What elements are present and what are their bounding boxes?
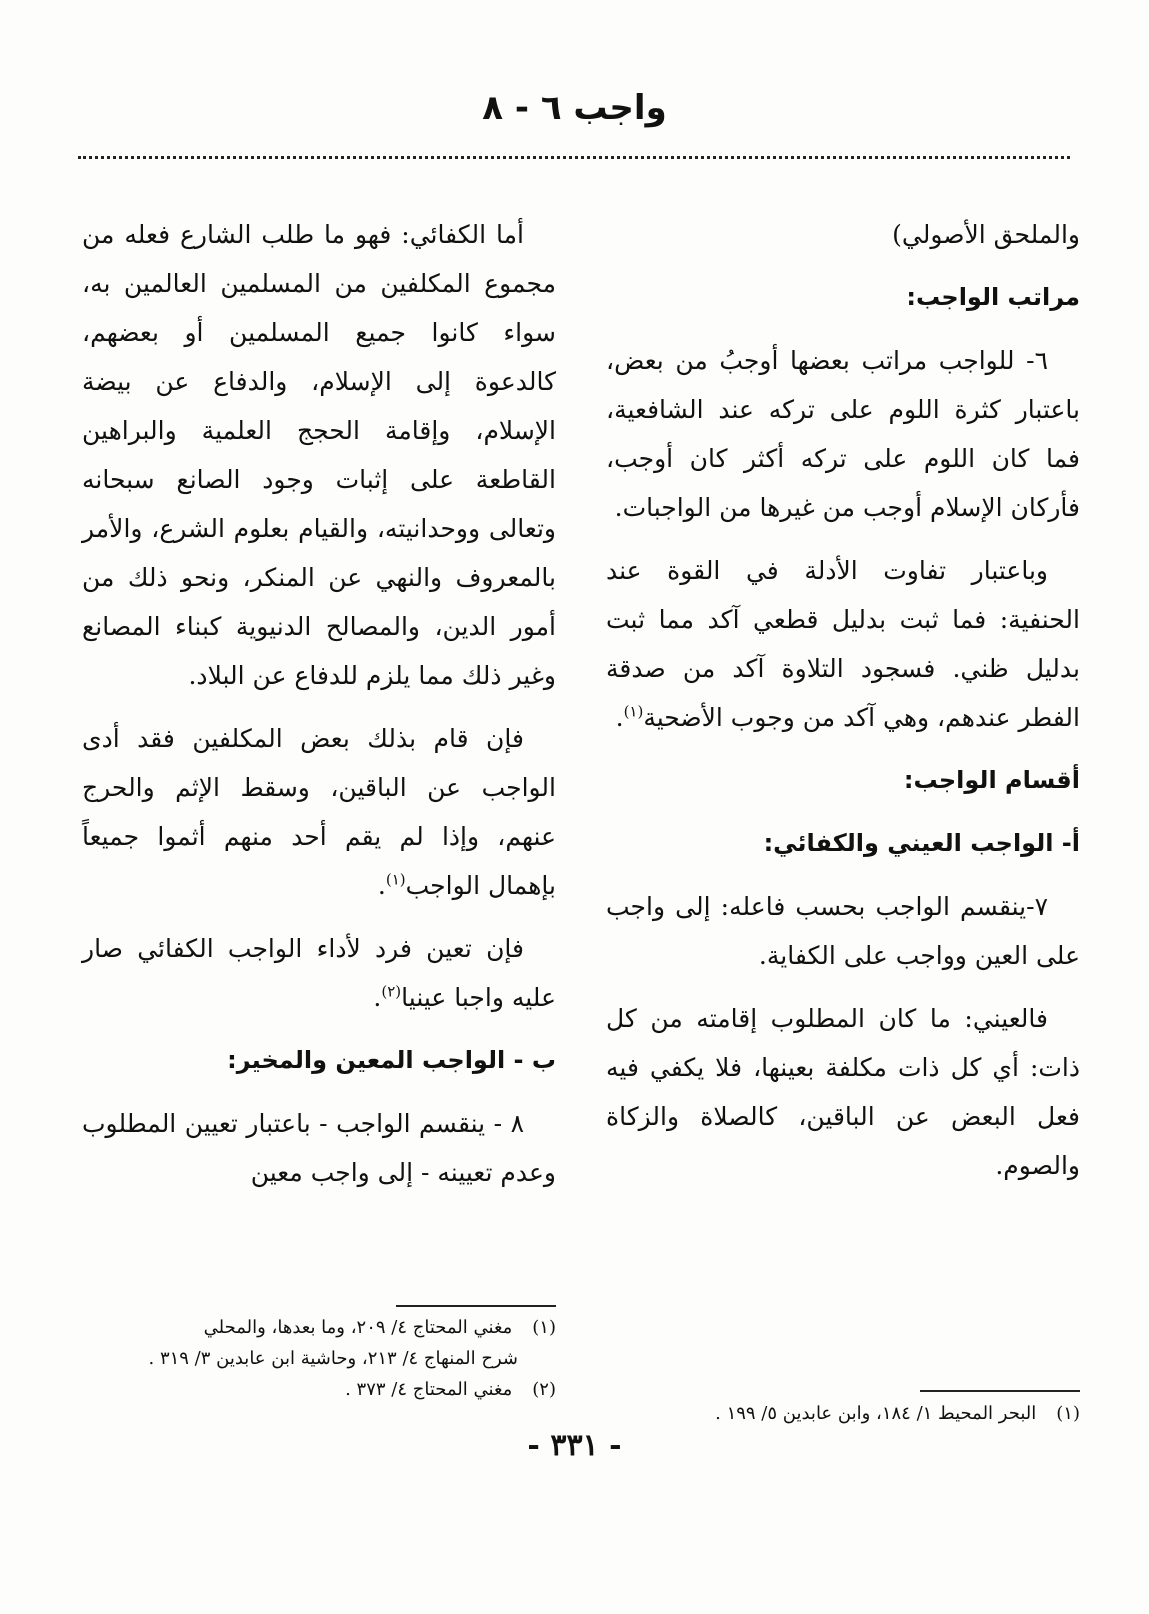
paragraph-designated-text: فإن تعين فرد لأداء الواجب الكفائي صار عليه واجبا عينيا	[82, 934, 556, 1012]
paragraph-8: ٨ - ينقسم الواجب - باعتبار تعيين المطلوب وعدم تعيينه - إلى واجب معين	[82, 1109, 556, 1187]
footnote-item	[606, 1398, 1080, 1429]
footnote-item	[82, 1374, 556, 1405]
left-column	[82, 210, 556, 1211]
paragraph-individual: فالعيني: ما كان المطلوب إقامته من كل ذات: أي كل ذات مكلفة بعينها، فلا يكفي فيه فعل البعض عن الباقين، كالصلاة والزكاة والصوم.	[606, 1004, 1080, 1180]
footnote-text: مغني المحتاج ٤/ ٣٧٣ .	[345, 1379, 513, 1400]
paragraph-end-mark: .	[377, 871, 386, 900]
footnote-ref: (١)	[385, 870, 406, 889]
footnote-text: مغني المحتاج ٤/ ٢٠٩، وما بعدها، والمحلي	[203, 1317, 513, 1338]
paragraph-collective: أما الكفائي: فهو ما طلب الشارع فعله من مجموع المكلفين من المسلمين العالمين به، سواء كانوا جميع المسلمين أو بعضهم، كالدعوة إلى الإسلام، والدفاع عن بيضة الإسلام، وإقامة الحجج العلمية والبراهين القاطعة على إثبات وجود الصانع سبحانه وتعالى ووحدانيته، والقيام بعلوم الشرع، والأمر بالمعروف والنهي عن المنكر، ونحو ذلك من أمور الدين، والمصالح الدنيوية كبناء المصانع وغير ذلك مما يلزم للدفاع عن البلاد.	[82, 220, 556, 690]
footnotes-left	[82, 1312, 556, 1405]
footnote-item	[82, 1312, 556, 1343]
footnote-text: البحر المحيط ١/ ١٨٤، وابن عابدين ٥/ ١٩٩ .	[715, 1403, 1037, 1424]
heading-types-of-obligation: أقسام الواجب:	[903, 766, 1080, 794]
paragraph-hanafi-text: وباعتبار تفاوت الأدلة في القوة عند الحنفية: فما ثبت بدليل قطعي آكد مما ثبت بدليل ظني. فسجود التلاوة آكد من صدقة الفطر عندهم، وهي آكد من وجوب الأضحية	[606, 556, 1080, 732]
paragraph-fulfilled-text: فإن قام بذلك بعض المكلفين فقد أدى الواجب عن الباقين، وسقط الإثم والحرج عنهم، وإذا لم يقم أحد منهم أثموا جميعاً بإهمال الواجب	[82, 724, 556, 900]
paragraph-end-mark: .	[615, 703, 624, 732]
right-column	[606, 210, 1080, 1204]
header-dotted-rule	[78, 156, 1070, 159]
footnote-rule-right	[920, 1390, 1080, 1392]
paragraph-hanafi	[606, 546, 1080, 742]
heading-specified-and-optional: ب - الواجب المعين والمخير:	[227, 1046, 556, 1074]
paragraph-fulfilled	[82, 714, 556, 910]
footnote-ref: (١)	[623, 702, 644, 721]
paragraph-end-mark: .	[373, 983, 382, 1012]
footnote-number: (١)	[1056, 1403, 1080, 1424]
heading-individual-and-collective: أ- الواجب العيني والكفائي:	[763, 829, 1080, 857]
page-number: - ٣٣١ -	[527, 1428, 622, 1463]
paragraph-6: ٦- للواجب مراتب بعضها أوجبُ من بعض، باعتبار كثرة اللوم على تركه عند الشافعية، فما كان اللوم على تركه أكثر كان أوجب، فأركان الإسلام أوجب من غيرها من الواجبات.	[606, 346, 1080, 522]
footnote-number: (٢)	[532, 1379, 556, 1400]
heading-ranks-of-obligation: مراتب الواجب:	[906, 283, 1080, 311]
footnote-number: (١)	[532, 1317, 556, 1338]
footnote-rule-left	[396, 1305, 556, 1307]
running-header: واجب ٦ - ٨	[482, 88, 667, 128]
footnote-ref: (٢)	[381, 982, 402, 1001]
right-continued-line: والملحق الأصولي)	[892, 220, 1080, 249]
paragraph-7: ٧-ينقسم الواجب بحسب فاعله: إلى واجب على العين وواجب على الكفاية.	[606, 892, 1080, 970]
paragraph-designated	[82, 924, 556, 1022]
footnotes-right	[606, 1398, 1080, 1429]
footnote-continuation: شرح المنهاج ٤/ ٢١٣، وحاشية ابن عابدين ٣/ ٣١٩ .	[148, 1348, 518, 1369]
